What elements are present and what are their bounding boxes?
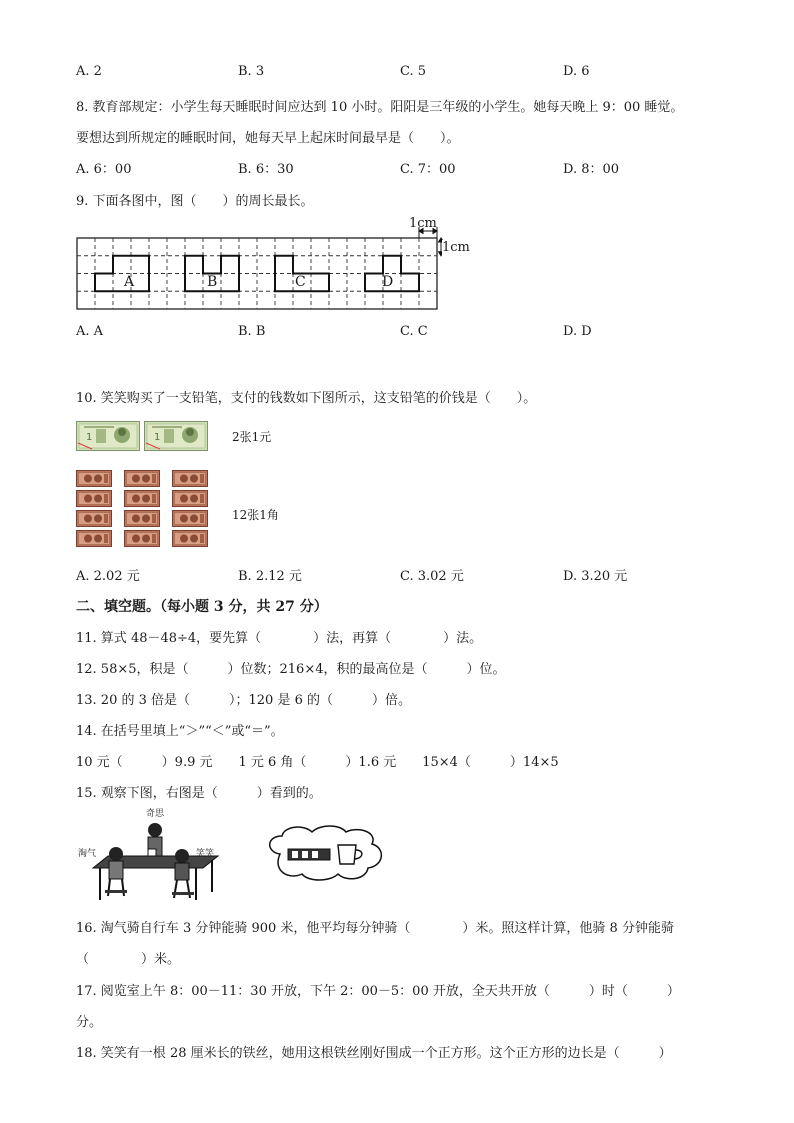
one-jiao-notes-group — [76, 470, 210, 548]
q10-option-c: C. 3.02 元 — [400, 569, 464, 584]
section-title-fill-in: 二、填空题。（每小题 3 分，共 27 分） — [76, 599, 328, 615]
q9-text: 9. 下面各图中，图（ ）的周长最长。 — [76, 194, 314, 209]
q14-comparisons: 10 元（ ）9.9 元 1 元 6 角（ ）1.6 元 15×4（ ）14×5 — [76, 755, 559, 770]
shape-label-b: B — [207, 274, 218, 290]
q9-option-c: C. C — [400, 324, 428, 339]
q8-option-d: D. 8：00 — [563, 162, 620, 177]
q15-text: 15. 观察下图，右图是（ ）看到的。 — [76, 786, 322, 801]
q7-option-d: D. 6 — [563, 64, 590, 79]
q16-text-line1: 16. 淘气骑自行车 3 分钟能骑 900 米，他平均每分钟骑（ ）米。照这样计算，他骑 8 分钟能骑 — [76, 921, 674, 936]
q7-option-b: B. 3 — [238, 64, 265, 79]
q8-option-c: C. 7：00 — [400, 162, 456, 177]
q16-text-line2: （ ）米。 — [76, 952, 181, 967]
view-thought-bubble — [262, 824, 388, 884]
q14-text: 14. 在括号里填上“＞”“＜”或“＝”。 — [76, 724, 284, 739]
q13-text: 13. 20 的 3 倍是（ ）；120 是 6 的（ ）倍。 — [76, 693, 411, 708]
svg-text:1: 1 — [86, 432, 93, 443]
label-xiaoxiao: 笑笑 — [196, 849, 215, 859]
children-at-table-illustration — [78, 809, 238, 902]
one-yuan-note-image — [76, 421, 140, 455]
q11-text: 11. 算式 48－48÷4，要先算（ ）法，再算（ ）法。 — [76, 631, 483, 646]
q10-option-b: B. 2.12 元 — [238, 569, 302, 584]
q10-option-a: A. 2.02 元 — [76, 569, 140, 584]
one-yuan-note-image — [144, 421, 208, 455]
label-qisi: 奇思 — [146, 809, 165, 819]
q8-text-line2: 要想达到所规定的睡眠时间，她每天早上起床时间最早是（ ）。 — [76, 131, 460, 146]
q7-option-c: C. 5 — [400, 64, 427, 79]
q9-option-a: A. A — [76, 324, 104, 339]
q9-option-d: D. D — [563, 324, 592, 339]
shape-label-a: A — [124, 274, 135, 290]
q18-text-line1: 18. 笑笑有一根 28 厘米长的铁丝，她用这根铁丝刚好围成一个正方形。这个正方形的边长是（ ） — [76, 1046, 672, 1061]
q7-option-a: A. 2 — [76, 64, 102, 79]
shape-label-c: C — [295, 274, 306, 290]
q8-option-a: A. 6：00 — [76, 162, 132, 177]
height-dimension-label: 1cm — [442, 240, 470, 255]
q9-option-b: B. B — [238, 324, 266, 339]
note-twelve-one-jiao: 12张1角 — [232, 508, 279, 522]
q8-text-line1: 8. 教育部规定：小学生每天睡眠时间应达到 10 小时。阳阳是三年级的小学生。她每天晚上 9：00 睡觉。 — [76, 100, 684, 115]
shape-label-d: D — [382, 274, 394, 290]
q10-option-d: D. 3.20 元 — [563, 569, 628, 584]
width-dimension-label: 1cm — [409, 216, 437, 231]
q8-option-b: B. 6：30 — [238, 162, 294, 177]
q10-text: 10. 笑笑购买了一支铅笔，支付的钱数如下图所示，这支铅笔的价钱是（ ）。 — [76, 391, 537, 406]
q17-text-line2: 分。 — [76, 1015, 103, 1030]
label-taoqi: 淘气 — [78, 849, 97, 859]
svg-text:1: 1 — [154, 432, 161, 443]
q17-text-line1: 17. 阅览室上午 8：00－11：30 开放，下午 2：00－5：00 开放，全天共开放（ ）时（ ） — [76, 984, 680, 999]
q12-text: 12. 58×5，积是（ ）位数；216×4，积的最高位是（ ）位。 — [76, 662, 506, 677]
q9-grid-figure — [76, 216, 470, 316]
note-two-one-yuan: 2张1元 — [232, 430, 272, 444]
